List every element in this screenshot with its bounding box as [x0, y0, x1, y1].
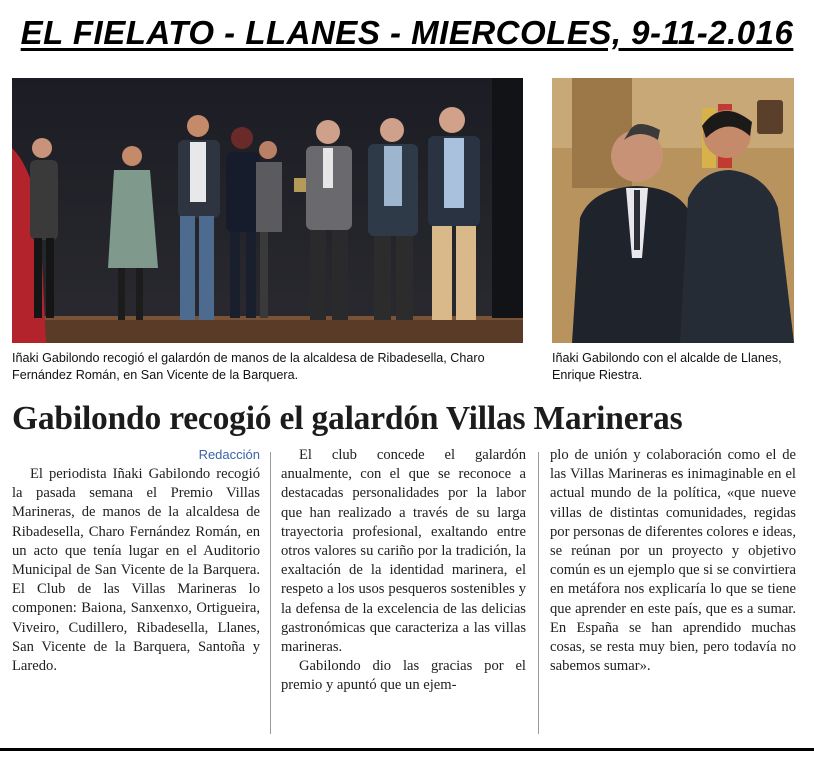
- paragraph: Gabilondo dio las gracias por el premio y apuntó que un ejem-: [281, 658, 526, 694]
- bottom-rule: [0, 748, 814, 751]
- article-column-2: [281, 446, 526, 696]
- column-divider: [270, 452, 271, 734]
- paragraph: El periodista Iñaki Gabilondo recogió la pasada semana el Premio Villas Marineras, de manos de la alcaldesa de Ribadesella, Charo Fernández Román, en un acto que tenía lugar en el Auditorio Municipal de San Vicente de la Barquera. El Club de las Villas Marineras lo componen: Baiona, Sanxenxo, Ortigueira, Viveiro, Cudillero, Ribadesella, Llanes, San Vicente de la Barquera, Santoña y Laredo.: [12, 466, 260, 675]
- article-headline: Gabilondo recogió el galardón Villas Marineras: [12, 400, 683, 437]
- masthead: EL FIELATO - LLANES - MIERCOLES, 9-11-2.016: [20, 14, 794, 51]
- article-column-1: [12, 446, 260, 676]
- column-divider: [538, 452, 539, 734]
- ceremony-photo-caption: Iñaki Gabilondo recogió el galardón de manos de la alcaldesa de Ribadesella, Charo Fernández Román, en San Vicente de la Barquera.: [12, 351, 485, 382]
- ceremony-photo: [12, 78, 523, 343]
- article-column-3: [550, 446, 796, 676]
- byline: Redacción: [198, 447, 260, 462]
- paragraph: El club concede el galardón anualmente, con el que se reconoce a destacadas personalidades por la labor que han realizado a través de su larga trayectoria profesional, exaltando entre otros valores su cariño por la tradición, la exaltación de la identidad marinera, el respeto a los usos pesqueros sostenibles y la defensa de la excelencia de las delicias gastronómicas que caracteriza a las villas marineras.: [281, 447, 526, 656]
- mayor-photo-caption: Iñaki Gabilondo con el alcalde de Llanes, Enrique Riestra.: [552, 351, 782, 382]
- paragraph: plo de unión y colaboración como el de las Villas Marineras es inimaginable en el actual mundo de la política, «que nueve villas de distintas comunidades, regidas por personas de diferentes colores e ideas, se reúnan por un proyecto y objetivo común es un ejemplo que si se convirtiera en metáfora nos explicaría lo que se tiene que aprender en este país, que es a sumar. En España se han aprendido muchas cosas, se resta muy bien, pero todavía no sabemos sumar».: [550, 447, 796, 675]
- mayor-photo: [552, 78, 794, 343]
